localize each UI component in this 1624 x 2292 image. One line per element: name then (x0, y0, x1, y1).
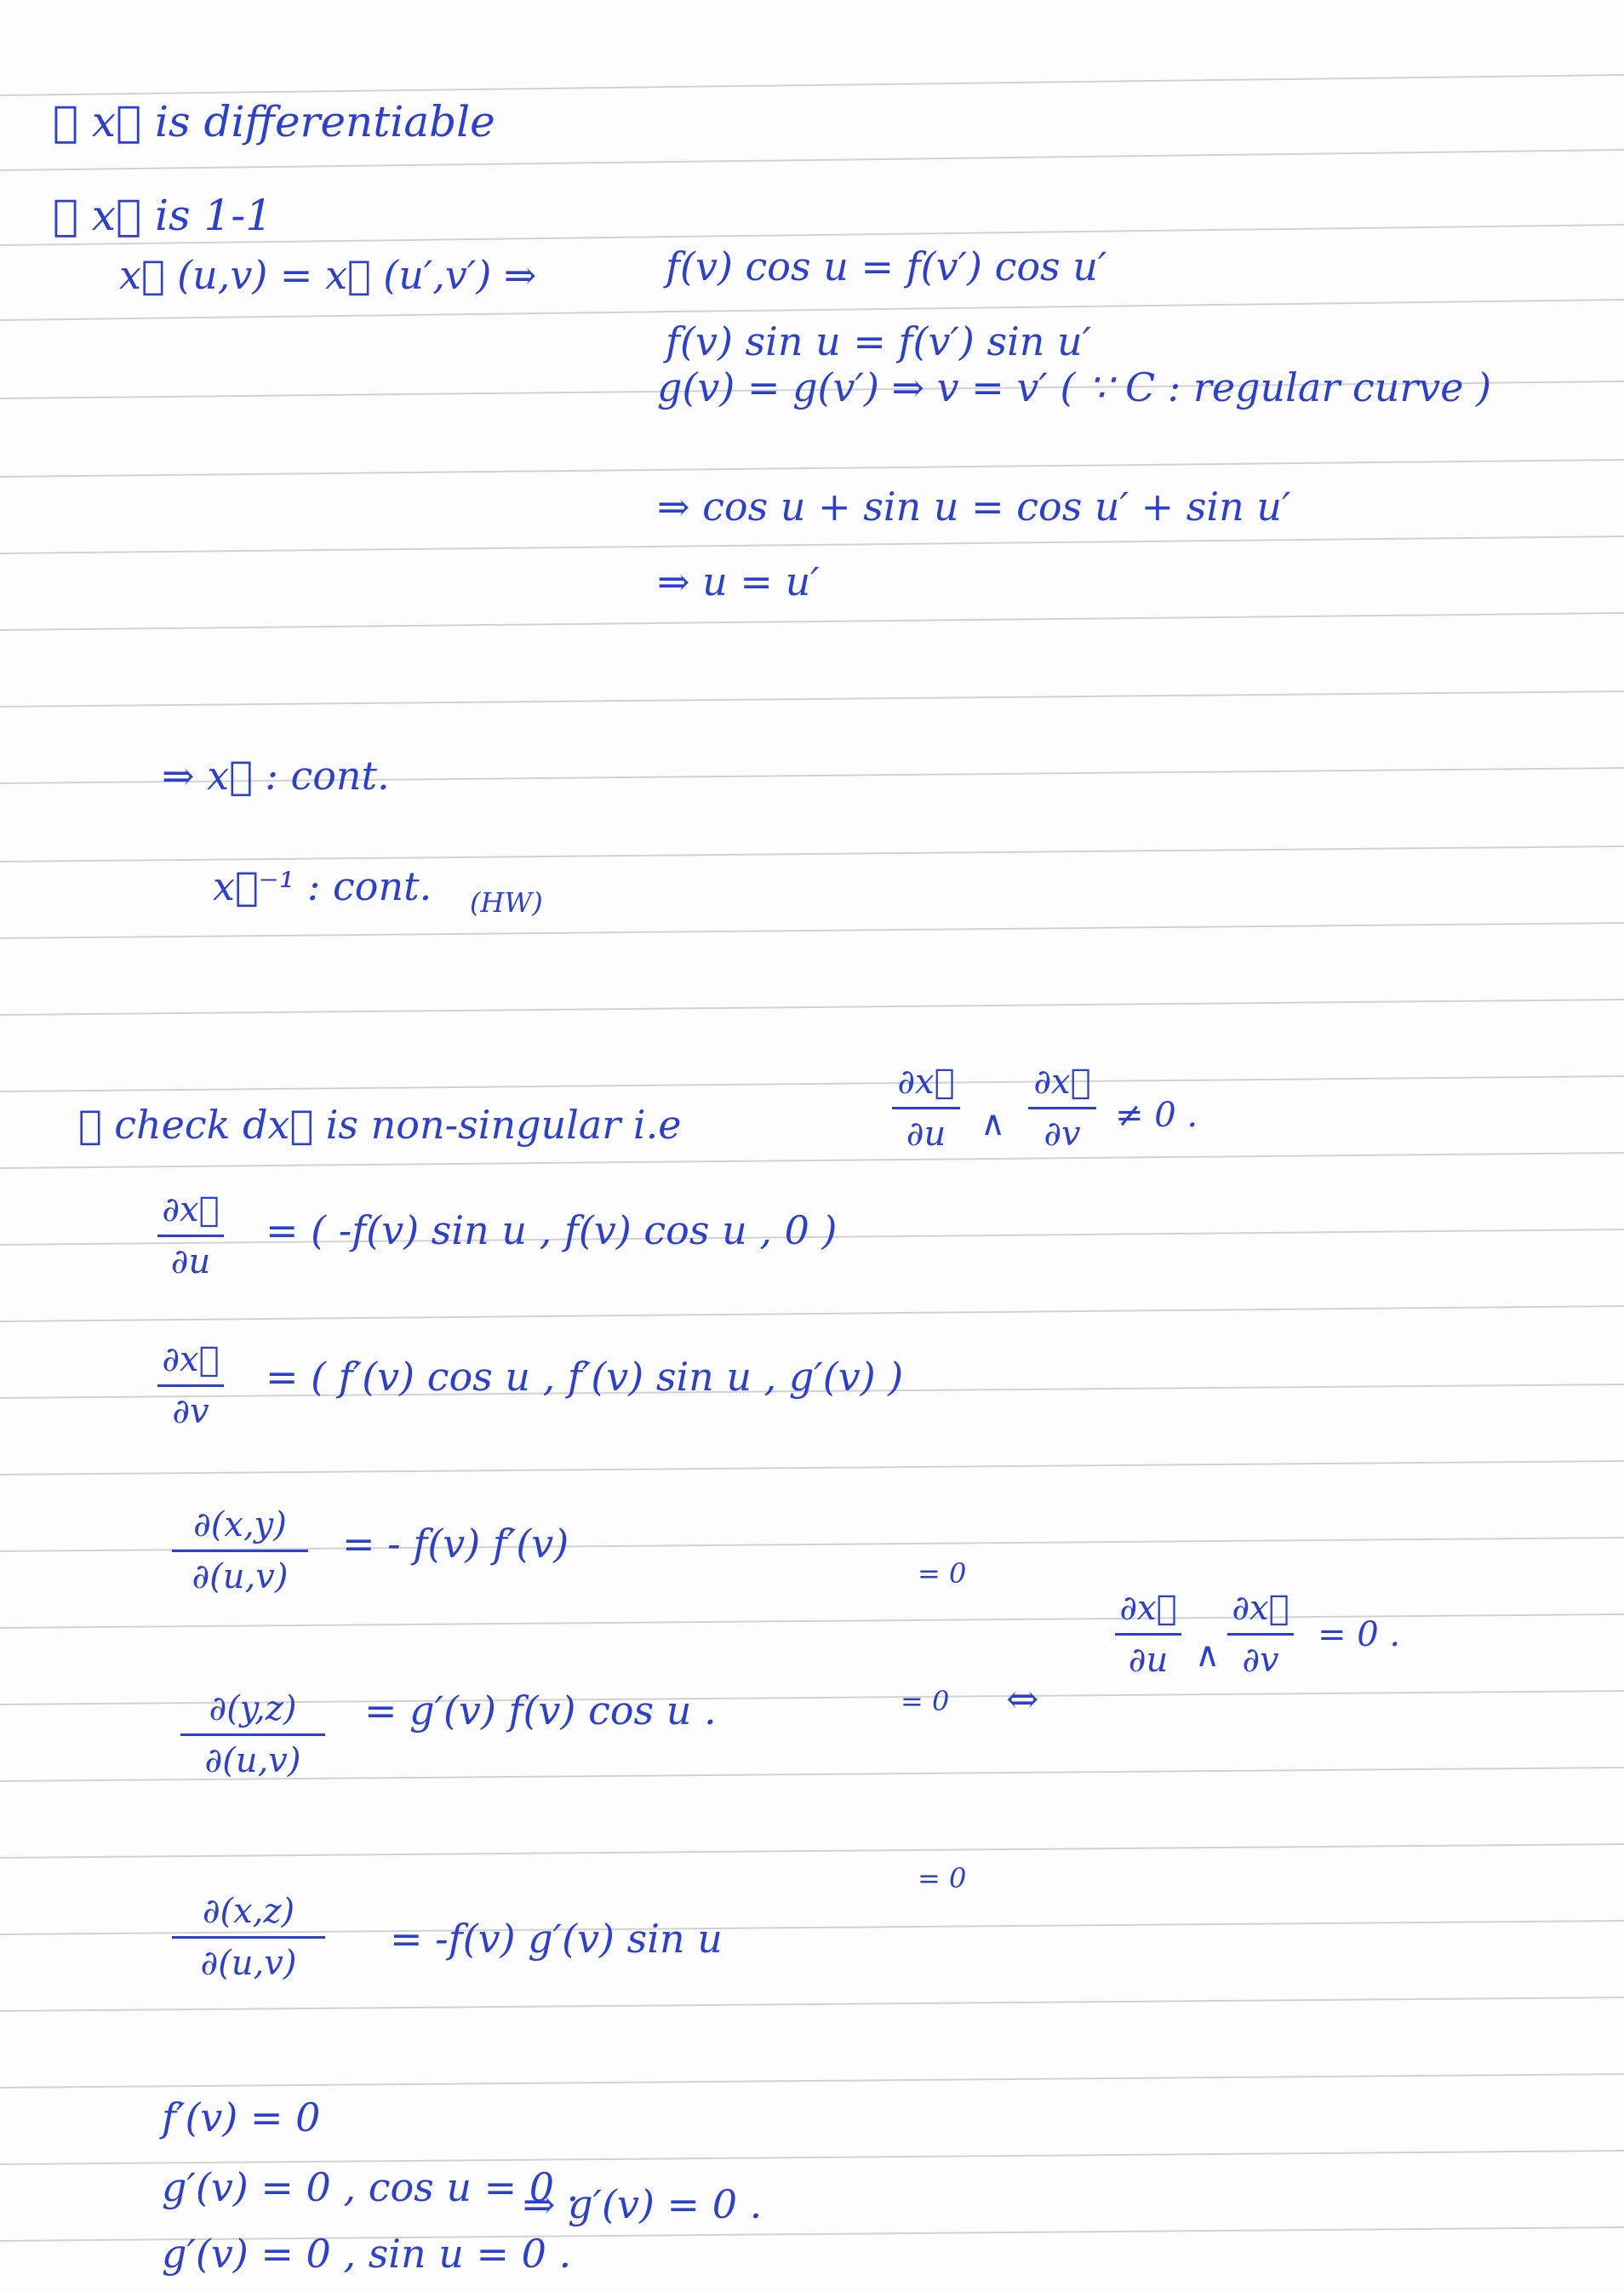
nonzero-condition: ≠ 0 . (1115, 1096, 1198, 1135)
partial-xu-numerator: ∂x⃗ (897, 1063, 955, 1102)
jacobian-xy-denominator: ∂(u,v) (192, 1557, 289, 1596)
xv-value: = ( f′(v) cos u , f′(v) sin u , g′(v) ) (266, 1354, 904, 1400)
partial-xv-fraction (1028, 1063, 1096, 1154)
homework-note: (HW) (470, 886, 543, 919)
equation-g: g(v) = g(v′) ⇒ v = v′ ( ∵ C : regular curve ) (657, 364, 1492, 410)
wedge-u-denominator: ∂u (1128, 1641, 1169, 1680)
continuity-x: ⇒ x⃗ : cont. (162, 753, 390, 799)
fraction-bar (180, 1733, 325, 1736)
wedge-xu-fraction (1115, 1589, 1181, 1680)
equation-sin: f(v) sin u = f(v′) sin u′ (666, 318, 1092, 364)
gprime-cos-zero: g′(v) = 0 , cos u = 0 . (162, 2164, 580, 2210)
item-1-differentiable: ① x⃗ is differentiable (53, 97, 495, 146)
jacobian-yz-zero: = 0 (901, 1685, 950, 1717)
xv-denominator: ∂v (172, 1392, 209, 1431)
jacobian-yz-value: = g′(v) f(v) cos u . (364, 1687, 717, 1733)
fraction-bar (892, 1107, 960, 1109)
wedge-xv-fraction (1227, 1589, 1294, 1680)
wedge-symbol-2: ∧ (1195, 1636, 1221, 1675)
jacobian-xy-value: = - f(v) f′(v) (342, 1521, 569, 1567)
xu-denominator: ∂u (170, 1242, 211, 1281)
gprime-sin-zero: g′(v) = 0 , sin u = 0 . (162, 2231, 572, 2277)
jacobian-xz-zero: = 0 (918, 1862, 967, 1894)
jacobian-xy-zero: = 0 (918, 1557, 967, 1590)
fraction-bar (157, 1235, 224, 1237)
jacobian-xz-numerator: ∂(x,z) (202, 1892, 295, 1931)
partial-xu-fraction (892, 1063, 960, 1154)
fraction-bar (172, 1550, 308, 1552)
partial-u-denominator: ∂u (906, 1114, 946, 1154)
equation-sum: ⇒ cos u + sin u = cos u′ + sin u′ (657, 484, 1291, 530)
item-3-nonsingular: ③ check dx⃗ is non-singular i.e (78, 1102, 682, 1148)
gprime-result: ⇒ g′(v) = 0 . (523, 2181, 763, 2227)
xu-fraction (157, 1190, 224, 1281)
xv-fraction (157, 1340, 224, 1431)
xv-numerator: ∂x⃗ (162, 1340, 220, 1379)
xu-numerator: ∂x⃗ (162, 1190, 220, 1229)
wedge-symbol: ∧ (981, 1104, 1006, 1143)
fraction-bar (157, 1384, 224, 1387)
wedge-zero: = 0 . (1318, 1615, 1401, 1654)
jacobian-xy-numerator: ∂(x,y) (193, 1505, 287, 1544)
jacobian-yz-numerator: ∂(y,z) (209, 1689, 297, 1728)
xu-value: = ( -f(v) sin u , f(v) cos u , 0 ) (266, 1207, 838, 1253)
fraction-bar (1115, 1633, 1181, 1636)
partial-v-denominator: ∂v (1044, 1114, 1081, 1154)
item-2-one-to-one: ② x⃗ is 1-1 (53, 191, 273, 240)
fprime-zero: f′(v) = 0 (162, 2094, 321, 2140)
jacobian-xz-value: = -f(v) g′(v) sin u (390, 1916, 723, 1962)
wedge-xv-numerator: ∂x⃗ (1232, 1589, 1289, 1628)
fraction-bar (1227, 1633, 1294, 1636)
continuity-x-inverse: x⃗⁻¹ : cont. (213, 863, 432, 909)
jacobian-yz-denominator: ∂(u,v) (204, 1741, 301, 1780)
fraction-bar (172, 1936, 325, 1939)
equation-cos: f(v) cos u = f(v′) cos u′ (666, 244, 1107, 289)
jacobian-xz-denominator: ∂(u,v) (200, 1944, 297, 1983)
wedge-v-denominator: ∂v (1242, 1641, 1279, 1680)
jacobian-xy-fraction (172, 1505, 308, 1596)
injective-lhs: x⃗ (u,v) = x⃗ (u′,v′) ⇒ (119, 252, 537, 298)
wedge-xu-numerator: ∂x⃗ (1119, 1589, 1177, 1628)
iff-symbol: ⇔ (1006, 1676, 1039, 1722)
equation-u: ⇒ u = u′ (657, 559, 820, 605)
partial-xv-numerator: ∂x⃗ (1033, 1063, 1091, 1102)
jacobian-yz-fraction (180, 1689, 325, 1780)
fraction-bar (1028, 1107, 1096, 1109)
jacobian-xz-fraction (172, 1892, 325, 1983)
